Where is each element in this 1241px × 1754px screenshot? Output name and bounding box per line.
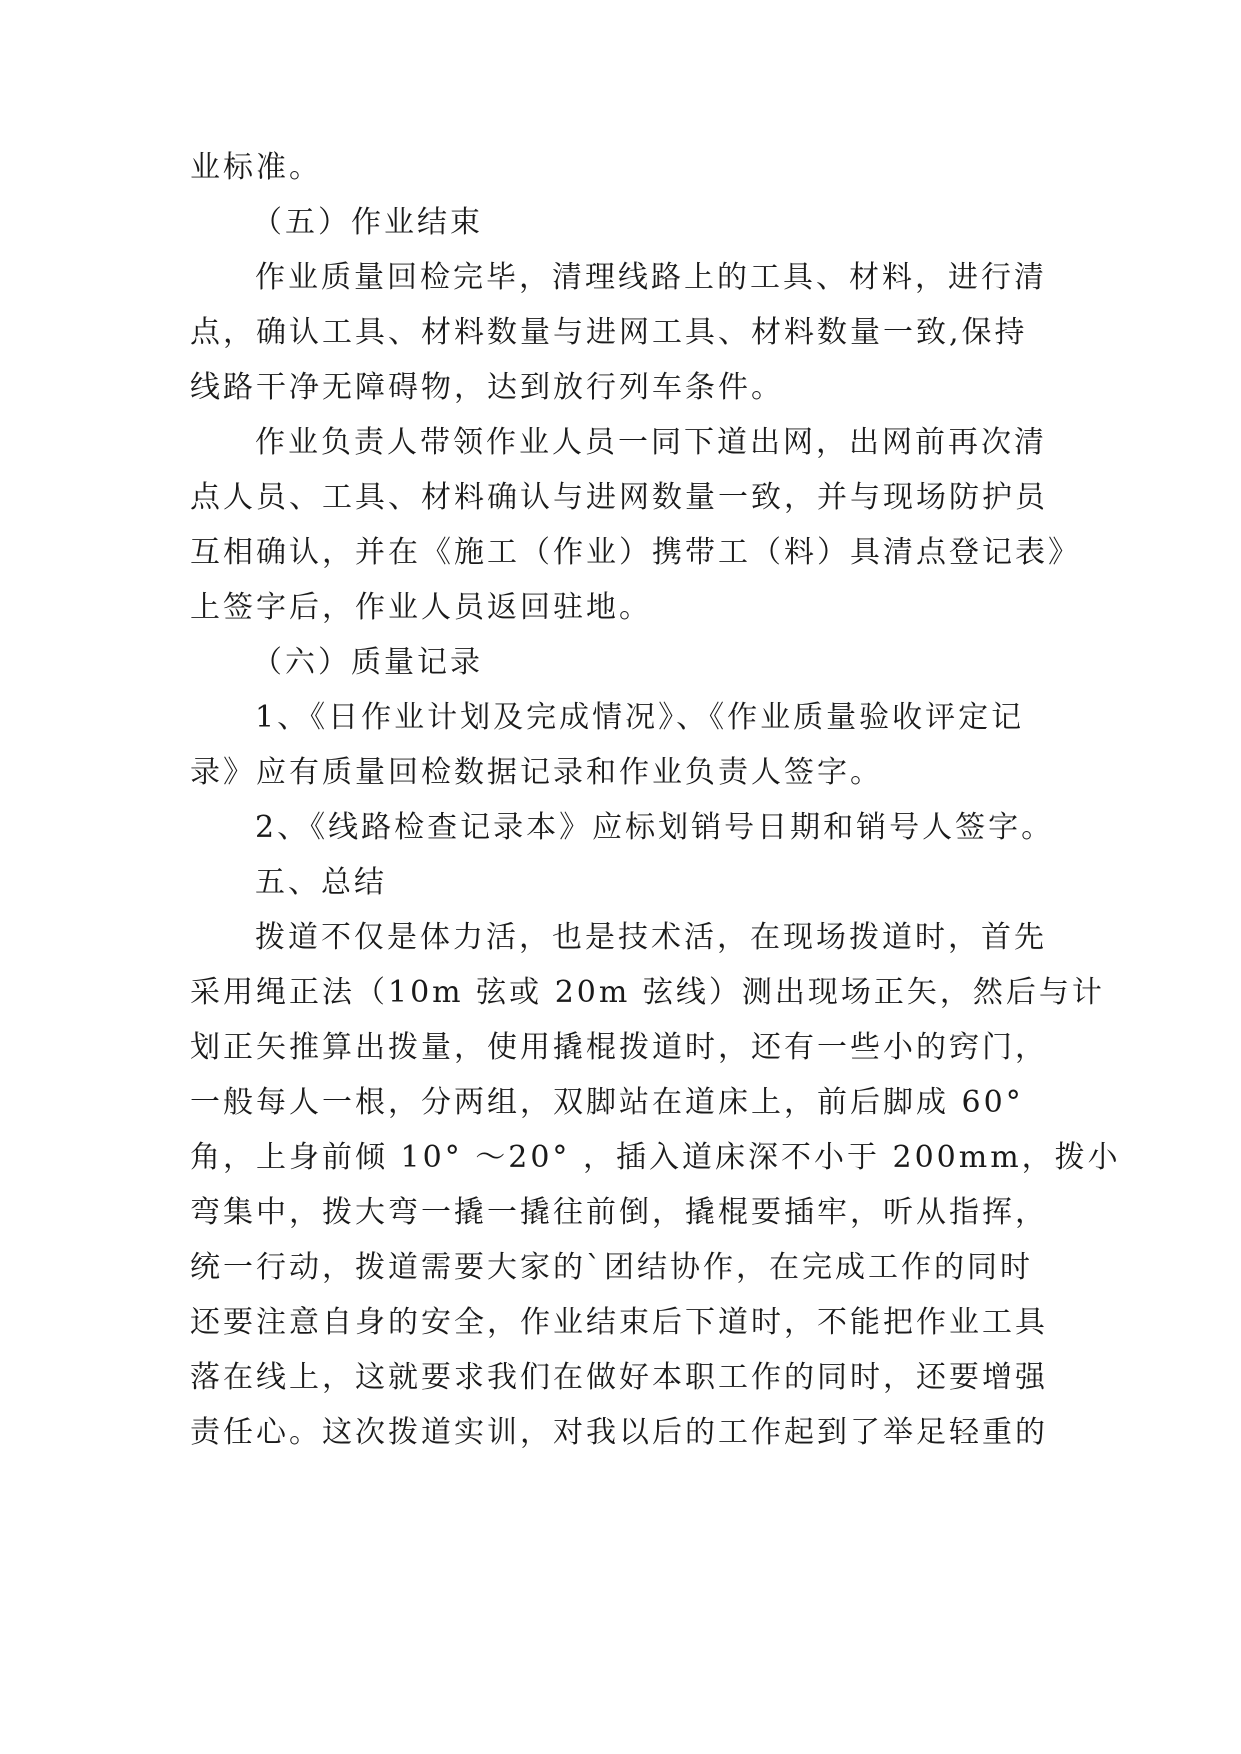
paragraph-line: 1、《日作业计划及完成情况》、《作业质量验收评定记	[255, 700, 1025, 735]
section-heading: 五、总结	[255, 865, 387, 900]
paragraph-line: 采用绳正法（10m 弦或 20m 弦线）测出现场正矢，然后与计	[190, 975, 1105, 1010]
paragraph-line: 划正矢推算出拨量，使用撬棍拨道时，还有一些小的窍门，	[190, 1030, 1048, 1065]
paragraph-line: 互相确认，并在《施工（作业）携带工（料）具清点登记表》	[190, 535, 1081, 570]
paragraph-line: 2、《线路检查记录本》应标划销号日期和销号人签字。	[255, 810, 1055, 845]
paragraph-line: 统一行动，拨道需要大家的`团结协作，在完成工作的同时	[190, 1250, 1033, 1285]
section-heading: （五）作业结束	[252, 205, 483, 240]
paragraph-line: 还要注意自身的安全，作业结束后下道时，不能把作业工具	[190, 1305, 1048, 1340]
paragraph-line: 业标准。	[190, 150, 322, 185]
paragraph-line: 落在线上，这就要求我们在做好本职工作的同时，还要增强	[190, 1360, 1048, 1395]
paragraph-line: 点，确认工具、材料数量与进网工具、材料数量一致,保持	[190, 315, 1028, 350]
paragraph-line: 线路干净无障碍物，达到放行列车条件。	[190, 370, 784, 405]
paragraph-line: 作业质量回检完毕，清理线路上的工具、材料，进行清	[255, 260, 1047, 295]
paragraph-line: 录》应有质量回检数据记录和作业负责人签字。	[190, 755, 883, 790]
paragraph-line: 责任心。这次拨道实训，对我以后的工作起到了举足轻重的	[190, 1415, 1048, 1450]
paragraph-line: 一般每人一根，分两组，双脚站在道床上，前后脚成 60°	[190, 1085, 1024, 1120]
section-heading: （六）质量记录	[252, 645, 483, 680]
paragraph-line: 上签字后，作业人员返回驻地。	[190, 590, 652, 625]
paragraph-line: 弯集中，拨大弯一撬一撬往前倒，撬棍要插牢，听从指挥，	[190, 1195, 1048, 1230]
paragraph-line: 角，上身前倾 10° ～20° ，插入道床深不小于 200mm，拨小	[190, 1140, 1121, 1175]
paragraph-line: 拨道不仅是体力活，也是技术活，在现场拨道时，首先	[255, 920, 1047, 955]
paragraph-line: 作业负责人带领作业人员一同下道出网，出网前再次清	[255, 425, 1047, 460]
paragraph-line: 点人员、工具、材料确认与进网数量一致，并与现场防护员	[190, 480, 1048, 515]
